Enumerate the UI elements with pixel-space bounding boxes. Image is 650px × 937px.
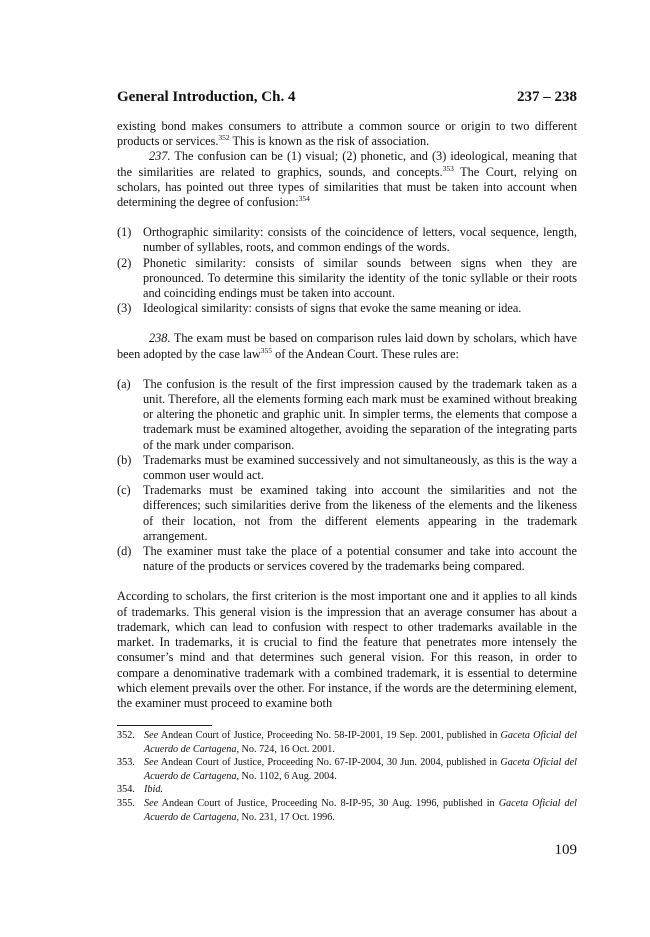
- running-header: [117, 89, 577, 106]
- footnote-354: 354. Ibid.: [117, 784, 163, 796]
- footnote-divider: [117, 725, 212, 726]
- list-item: (d) The examiner must take the place of a potential consumer and take into account the nature of the products or services covered by the trademarks being compared.: [117, 544, 577, 574]
- closing-paragraph: According to scholars, the first criterion is the most important one and it applies to all kinds of trademarks. This general vision is the impression that an average consumer has about a trademark, which can lead to confusion with respect to other trademarks available in the market. In trademarks, it is crucial to find the feature that penetrates more intensely the consumer’s mind and that determines such general vision. For this reason, in order to compare a denominative trademark with a combined trademark, it is essential to determine which element prevails over the other. For instance, if the words are the determining element, the examiner must proceed to examine both: [117, 589, 577, 710]
- footnote-ref-355[interactable]: 355: [260, 345, 272, 355]
- paragraph-continuation: existing bond makes consumers to attribute a common source or origin to two different products or services.$^{352}$ This is known as the risk of association.: [117, 119, 577, 149]
- footnote-353: 353. See Andean Court of Justice, Proceeding No. 67-IP-2004, 30 Jun. 2004, published in Gaceta Oficial del Acuerdo de Cartagena, No. 1102, 6 Aug. 2004.: [117, 757, 577, 782]
- page-number: 109: [554, 842, 577, 858]
- footnotes: [117, 729, 577, 824]
- list-item: (2) Phonetic similarity: consists of similar sounds between signs when they are pronounced. To determine this similarity the identity of the tonic syllable or their roots and coinciding endings must be taken into account.: [117, 255, 577, 301]
- paragraph-number: 238.: [149, 331, 171, 346]
- footnote-ref-352[interactable]: 352: [218, 133, 230, 143]
- paragraph-number: 237.: [149, 149, 171, 164]
- paragraph-238: 238. The exam must be based on comparison rules laid down by scholars, which have been adopted by the case law$^{355}$ of the Andean Court. These rules are:: [117, 331, 577, 361]
- list-item: (1) Orthographic similarity: consists of the coincidence of letters, vocal sequence, length, number of syllables, roots, and common endings of the words.: [117, 225, 577, 255]
- paragraph-237: 237. The confusion can be (1) visual; (2) phonetic, and (3) ideological, meaning that the similarities are related to graphics, sounds, and concepts.$^{353}$ The Court, relying on scholars, has pointed out three types of similarities that must be taken into account when determining the degree of confusion:$^{354}$: [117, 149, 577, 210]
- footnote-355: 355. See Andean Court of Justice, Proceeding No. 8-IP-95, 30 Aug. 1996, published in Gaceta Oficial del Acuerdo de Cartagena, No. 231, 17 Oct. 1996.: [117, 797, 577, 823]
- list-item: (b) Trademarks must be examined successively and not simultaneously, as this is the way a common user would act.: [117, 452, 577, 483]
- similarity-list: [117, 225, 577, 316]
- list-item: (3) Ideological similarity: consists of signs that evoke the same meaning or idea.: [117, 301, 522, 316]
- footnote-352: 352. See Andean Court of Justice, Proceeding No. 58-IP-2001, 19 Sep. 2001, published in Gaceta Oficial del Acuerdo de Cartagena, No. 724, 16 Oct. 2001.: [117, 730, 577, 755]
- footnote-ref-354[interactable]: 354: [298, 193, 310, 203]
- rules-list: [117, 377, 577, 575]
- chapter-title: General Introduction, Ch. 4: [117, 89, 296, 105]
- list-item: (a) The confusion is the result of the first impression caused by the trademark taken as a unit. Therefore, all the elements forming each mark must be examined without breaking or altering the phonetic and graphic unit. In simpler terms, the elements that compose a trademark must be examined altogether, avoiding the separation of the integrating parts of the mark under comparison.: [117, 376, 577, 452]
- paragraph-range: 237 – 238: [517, 89, 577, 105]
- body-text: [117, 119, 577, 711]
- footnote-ref-353[interactable]: 353: [442, 163, 454, 173]
- list-item: (c) Trademarks must be examined taking into account the similarities and not the differences; such similarities derive from the likeness of the elements and the likeness of their location, not from the different elements appearing in the trademark arrangement.: [117, 483, 577, 543]
